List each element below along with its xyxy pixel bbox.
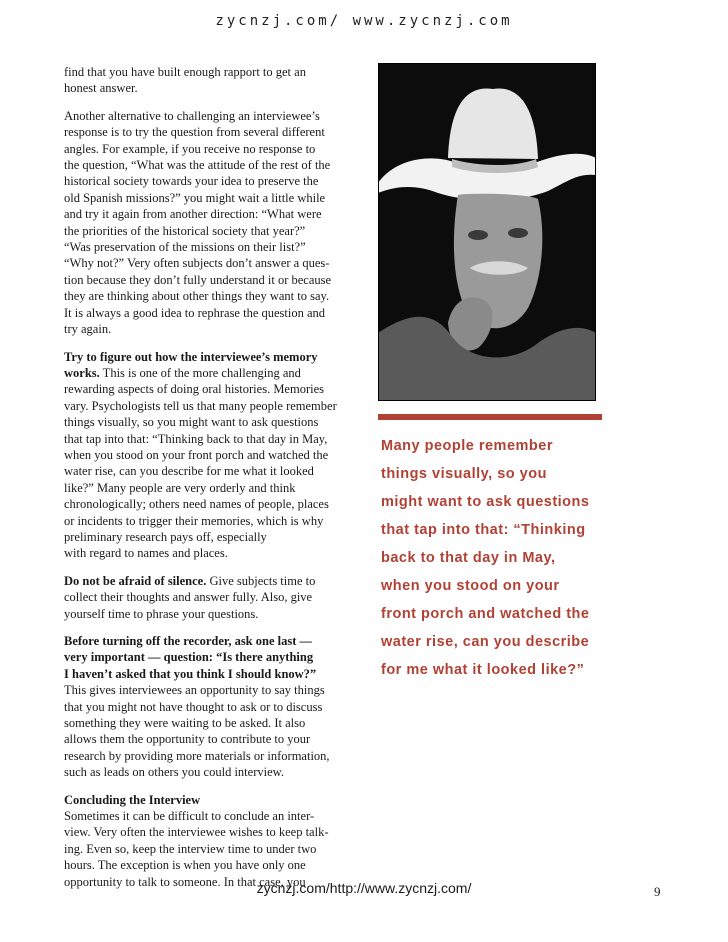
- text-line: [64, 699, 354, 715]
- body-paragraph: [64, 633, 354, 781]
- body-text: things visually, so you might want to ask questions: [64, 415, 319, 430]
- body-paragraph: [64, 108, 354, 338]
- pull-quote-line: when you stood on your: [381, 578, 560, 594]
- text-line: [64, 288, 354, 304]
- body-text: hours. The exception is when you have only one: [64, 858, 306, 873]
- body-text: old Spanish missions?” you might wait a little while: [64, 190, 326, 205]
- body-text: rewarding aspects of doing oral histories. Memories: [64, 382, 325, 397]
- text-line: [64, 715, 354, 731]
- text-line: [64, 381, 354, 397]
- body-text: response is to try the question from several different: [64, 125, 325, 140]
- bold-lead-text: Before turning off the recorder, ask one last —: [64, 634, 313, 648]
- body-column: [64, 64, 354, 901]
- body-text: such as leads on others you could interview.: [64, 765, 284, 780]
- pull-quote-line: Many people remember: [381, 438, 553, 454]
- text-line: [64, 589, 354, 605]
- body-text: preliminary research pays off, especially: [64, 529, 267, 544]
- body-text: or incidents to trigger their memories, which is why: [64, 513, 324, 528]
- body-text: try again.: [64, 322, 112, 337]
- text-line: [64, 463, 354, 479]
- text-line: [64, 173, 354, 189]
- text-line: [64, 496, 354, 512]
- text-line: [64, 529, 354, 545]
- body-text: yourself time to phrase your questions.: [64, 606, 259, 621]
- text-line: [64, 190, 354, 206]
- body-text: like?” Many people are very orderly and think: [64, 480, 296, 495]
- body-text: the priorities of the historical society that year?”: [64, 223, 306, 238]
- body-text: tion because they don’t fully understand it or because: [64, 272, 332, 287]
- text-line: [64, 80, 354, 96]
- cowboy-portrait-image: [378, 63, 596, 401]
- body-text: vary. Psychologists tell us that many people remember: [64, 398, 337, 413]
- text-line: [64, 731, 354, 747]
- bold-lead-text: Try to figure out how the interviewee’s memory: [64, 349, 318, 364]
- body-text: and try it again from another direction: “What were: [64, 207, 322, 222]
- body-text: It is always a good idea to rephrase the question and: [64, 305, 326, 320]
- body-text: with regard to names and places.: [64, 546, 228, 561]
- text-line: [64, 157, 354, 173]
- pull-quote-line: that tap into that: “Thinking: [381, 522, 586, 538]
- page-footer: zycnzj.com/http://www.zycnzj.com/: [256, 880, 472, 896]
- text-line: [64, 223, 354, 239]
- body-text: historical society towards your idea to preserve the: [64, 174, 319, 189]
- text-line: [64, 398, 354, 414]
- pull-quote-line: water rise, can you describe: [381, 634, 590, 650]
- text-line: [64, 748, 354, 764]
- body-text: “Was preservation of the missions on their list?”: [64, 240, 306, 255]
- body-text: angles. For example, if you receive no response to: [64, 141, 316, 156]
- pull-quote-line: things visually, so you: [381, 466, 547, 482]
- body-text: find that you have built enough rapport to get an: [64, 65, 306, 79]
- text-line: [64, 64, 354, 80]
- text-line: [64, 365, 354, 381]
- body-text: view. Very often the interviewee wishes to keep talk-: [64, 825, 329, 840]
- text-line: [64, 272, 354, 288]
- text-line: [64, 573, 354, 589]
- body-text: This is one of the more challenging and: [99, 365, 301, 380]
- text-line: [64, 808, 354, 824]
- body-text: water rise, can you describe for me what it looked: [64, 464, 314, 479]
- pull-quote: [381, 432, 621, 684]
- body-paragraph: [64, 64, 354, 97]
- body-text: “Why not?” Very often subjects don’t answer a ques-: [64, 256, 330, 271]
- text-line: [64, 841, 354, 857]
- page-header: zycnzj.com/ www.zycnzj.com: [215, 13, 513, 29]
- bold-lead-text: works.: [64, 365, 100, 380]
- body-text: that tap into that: “Thinking back to that day in May,: [64, 431, 328, 446]
- pull-quote-line: front porch and watched the: [381, 606, 590, 622]
- text-line: [64, 447, 354, 463]
- photo-cowboy: [378, 63, 596, 401]
- pull-quote-line: might want to ask questions: [381, 494, 590, 510]
- body-paragraph: [64, 573, 354, 622]
- pull-quote-line: back to that day in May,: [381, 550, 556, 566]
- body-text: honest answer.: [64, 81, 138, 96]
- text-line: [64, 545, 354, 561]
- body-paragraph: [64, 349, 354, 562]
- text-line: [64, 124, 354, 140]
- text-line: [64, 141, 354, 157]
- text-line: [64, 255, 354, 271]
- text-line: [64, 305, 354, 321]
- text-line: [64, 414, 354, 430]
- body-text: Sometimes it can be difficult to conclude an inter-: [64, 809, 315, 824]
- text-line: [64, 792, 354, 808]
- body-paragraph: [64, 792, 354, 890]
- text-line: [64, 666, 354, 682]
- accent-rule: [378, 414, 602, 420]
- text-line: [64, 349, 354, 365]
- text-line: [64, 239, 354, 255]
- text-line: [64, 480, 354, 496]
- body-text: ing. Even so, keep the interview time to under two: [64, 841, 317, 856]
- body-text: research by providing more materials or information,: [64, 748, 330, 763]
- body-text: Give subjects time to: [206, 573, 316, 588]
- text-line: [64, 606, 354, 622]
- text-line: [64, 321, 354, 337]
- body-text: allows them the opportunity to contribute to your: [64, 732, 311, 747]
- bold-lead-text: Concluding the Interview: [64, 792, 201, 807]
- body-text: something they were waiting to be asked. It also: [64, 716, 306, 731]
- text-line: [64, 824, 354, 840]
- text-line: [64, 649, 354, 665]
- body-text: This gives interviewees an opportunity to say things: [64, 683, 325, 698]
- body-text: that you might not have thought to ask or to discuss: [64, 699, 323, 714]
- bold-lead-text: I haven’t asked that you think I should know?”: [64, 666, 317, 681]
- text-line: [64, 633, 354, 649]
- body-text: collect their thoughts and answer fully. Also, give: [64, 590, 313, 605]
- body-text: when you stood on your front porch and watched the: [64, 447, 329, 462]
- text-line: [64, 431, 354, 447]
- text-line: [64, 513, 354, 529]
- body-text: chronologically; others need names of people, places: [64, 497, 329, 512]
- bold-lead-text: very important — question: “Is there anything: [64, 650, 314, 665]
- text-line: [64, 764, 354, 780]
- body-text: they are thinking about other things they want to say.: [64, 289, 330, 304]
- text-line: [64, 682, 354, 698]
- text-line: [64, 206, 354, 222]
- page-number: 9: [654, 884, 661, 899]
- text-line: [64, 108, 354, 124]
- pull-quote-line: for me what it looked like?”: [381, 662, 585, 678]
- body-text: opportunity to talk to someone. In that case, you: [64, 874, 306, 889]
- body-text: the question, “What was the attitude of the rest of the: [64, 158, 331, 173]
- text-line: [64, 857, 354, 873]
- bold-lead-text: Do not be afraid of silence.: [64, 573, 207, 588]
- body-text: Another alternative to challenging an interviewee’s: [64, 108, 320, 123]
